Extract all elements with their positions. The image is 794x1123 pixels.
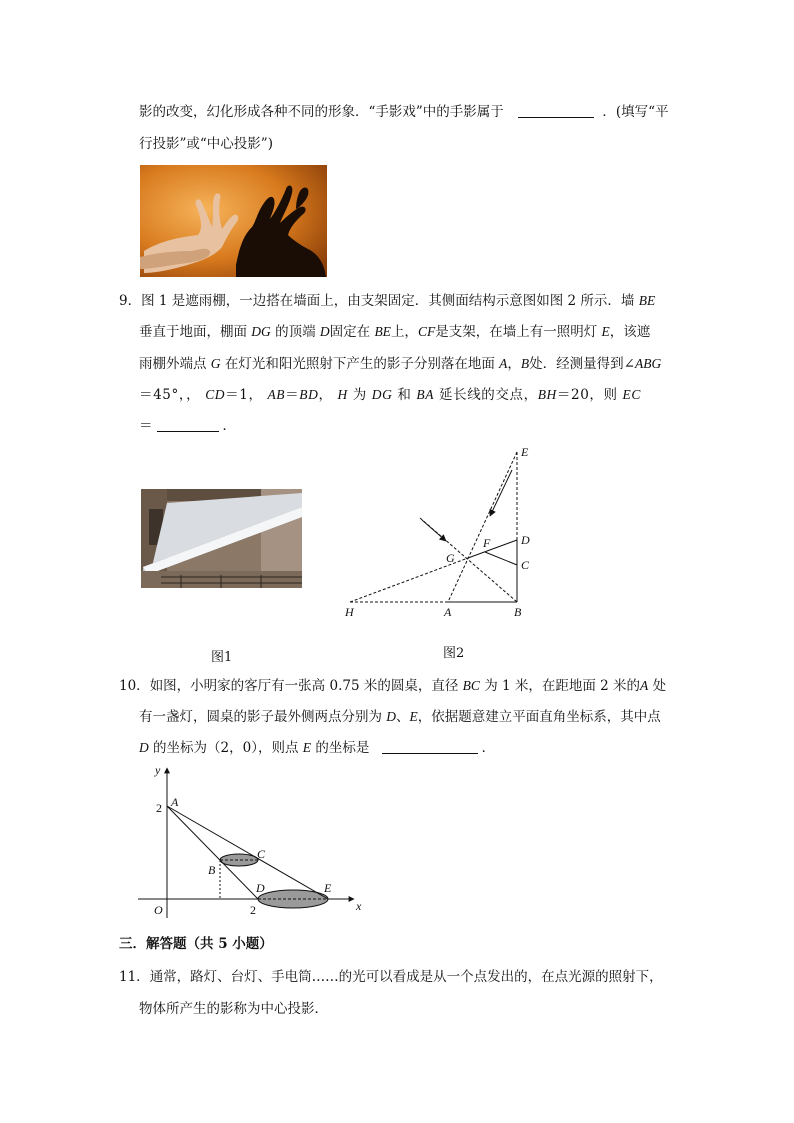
q10-label-D: D — [256, 881, 265, 895]
text-span: ． — [222, 418, 236, 434]
text-span: 11． — [119, 969, 150, 985]
fig2-label-A: A — [444, 605, 452, 619]
text-span: ，依据题意建立平面直角坐标系，其中点 — [417, 709, 661, 725]
text-span: 的坐标是 — [315, 740, 370, 756]
fig1-caption: 图1 — [211, 650, 233, 665]
q8-line-2 — [139, 134, 273, 154]
q8-text-hint: ．(填写“平 — [602, 104, 669, 120]
fig2-label-H: H — [345, 605, 354, 619]
text-span: 垂直于地面，棚面 — [139, 324, 247, 340]
hand-shadow-photo — [140, 165, 327, 277]
q10-label-A: A — [171, 795, 179, 809]
q10-line-3 — [139, 738, 495, 758]
q10-line-2 — [139, 707, 661, 727]
text-span: E — [409, 709, 418, 724]
text-span: CF — [417, 324, 436, 339]
text-span: 和 — [397, 387, 412, 403]
text-span: 为 — [352, 387, 367, 403]
text-span: 、 — [396, 709, 410, 725]
fig2-caption: 图2 — [443, 646, 465, 661]
fig2-diagram — [340, 440, 540, 630]
q8-text: 影的改变，幻化形成各种不同的形象．“手影戏”中的手影属于 — [139, 104, 504, 120]
text-span: AB — [267, 387, 286, 402]
text-span: 雨棚外端点 — [139, 356, 207, 372]
fig2-label-F: F — [483, 536, 491, 550]
q8-line-1 — [139, 102, 669, 122]
text-span: BC — [462, 678, 480, 693]
fig2-label-E: E — [521, 445, 529, 459]
text-span: 9． — [119, 293, 142, 309]
awning-photo — [141, 489, 302, 588]
q9-line-5 — [139, 416, 236, 436]
text-span: 的坐标为（2，0），则点 — [153, 740, 299, 756]
text-span: 在灯光和阳光照射下产生的影子分别落在地面 — [224, 356, 495, 372]
q10-label-E: E — [324, 881, 332, 895]
text-span: 为 1 米，在距地面 2 米的 — [484, 678, 641, 694]
q10-answer-blank[interactable] — [382, 739, 478, 754]
q9-line-2 — [139, 322, 650, 342]
text-span: BH — [537, 387, 557, 402]
text-span: ＝ — [139, 418, 153, 434]
q10-label-B: B — [208, 863, 216, 877]
text-span: E — [601, 324, 610, 339]
text-span: BA — [416, 387, 435, 402]
text-span: 物体所产生的影称为中心投影． — [139, 1001, 328, 1017]
text-span: 处 — [652, 678, 667, 694]
text-span: A — [640, 678, 649, 693]
text-span: D — [386, 709, 397, 724]
text-span: ． — [481, 740, 496, 756]
text-span: BD — [299, 387, 319, 402]
q9-line-1 — [119, 291, 655, 311]
text-span: 图 1 是遮雨棚，一边搭在墙面上，由支架固定．其侧面结构示意图如图 2 所示．墙 — [141, 293, 635, 309]
text-span: CD — [205, 387, 226, 402]
q10-label-O: O — [154, 903, 163, 917]
q10-label-y2: 2 — [156, 801, 162, 815]
text-span: 延长线的交点， — [439, 387, 538, 403]
text-span: 有一盏灯，圆桌的影子最外侧两点分别为 — [139, 709, 382, 725]
text-span: 处．经测量得到∠ — [529, 356, 635, 372]
text-span: 的顶端 — [275, 324, 316, 340]
text-span: BE — [374, 324, 391, 339]
q9-line-3 — [139, 354, 661, 374]
text-span: EC — [622, 387, 641, 402]
text-span: DG — [251, 324, 271, 339]
text-span: D — [139, 740, 149, 755]
text-span: H — [337, 387, 348, 402]
text-span: ＝ — [285, 387, 300, 403]
text-span: A — [499, 356, 508, 371]
text-span: ＝1， — [225, 387, 263, 403]
q11-line-1 — [119, 967, 663, 987]
text-span: ＝20，则 — [556, 387, 618, 403]
fig2-label-B: B — [514, 605, 522, 619]
q9-answer-blank[interactable] — [157, 417, 219, 432]
text-span: BE — [638, 293, 656, 308]
text-span: ABG — [634, 356, 662, 371]
section-3-title: 三．解答题（共 5 小题） — [119, 936, 273, 952]
text-span: B — [520, 356, 530, 371]
q10-label-C: C — [257, 847, 266, 861]
q8-answer-blank[interactable] — [518, 103, 594, 118]
text-span: 行投影”或“中心投影”) — [139, 136, 273, 152]
fig2-label-D: D — [521, 533, 530, 547]
text-span: ， — [507, 356, 521, 372]
text-span: G — [210, 356, 221, 371]
text-span: 上， — [390, 324, 418, 340]
text-span: ， — [318, 387, 333, 403]
q11-line-2 — [139, 999, 328, 1019]
q9-line-4 — [139, 385, 641, 405]
text-span: 10． — [119, 678, 150, 694]
fig2-label-C: C — [521, 558, 530, 572]
text-span: 通常，路灯、台灯、手电筒……的光可以看成是从一个点发出的，在点光源的照射下， — [149, 969, 663, 985]
text-span: 如图，小明家的客厅有一张高 0.75 米的圆桌，直径 — [149, 678, 459, 694]
text-span: ＝45°，， — [139, 387, 201, 403]
q10-label-x: x — [356, 899, 362, 913]
text-span: ，该遮 — [609, 324, 651, 340]
text-span: 是支架，在墙上有一照明灯 — [435, 324, 598, 340]
q10-label-y: y — [155, 763, 161, 777]
q10-label-x2: 2 — [250, 903, 256, 917]
text-span: DG — [371, 387, 393, 402]
fig2-label-G: G — [446, 551, 455, 565]
text-span: D — [319, 324, 330, 339]
q10-coordinate-figure — [138, 762, 368, 922]
text-span: E — [302, 740, 312, 755]
q10-line-1 — [119, 676, 666, 696]
text-span: 固定在 — [329, 324, 371, 340]
